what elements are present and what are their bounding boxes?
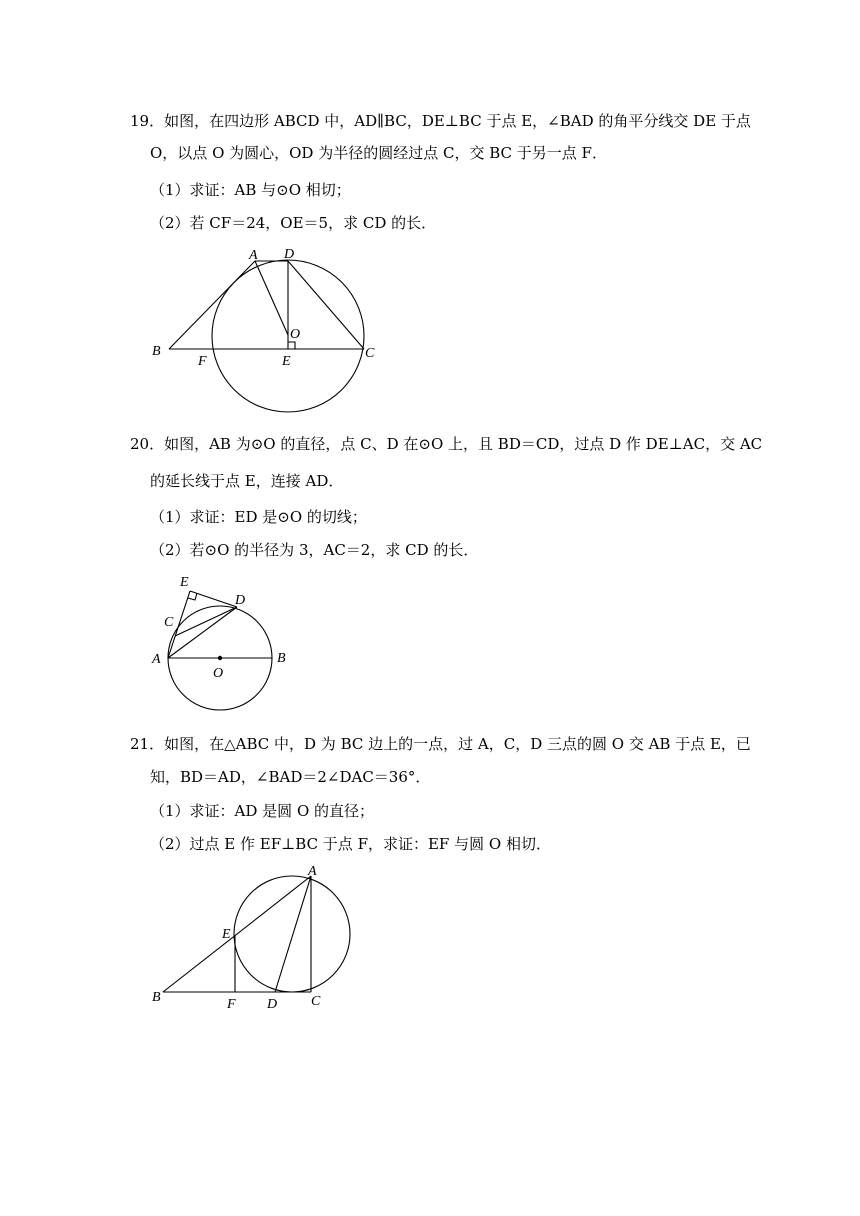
label-e: E	[282, 354, 291, 369]
label-f: F	[198, 354, 207, 369]
label-f: F	[227, 997, 236, 1012]
label-b: B	[152, 990, 161, 1005]
label-c: C	[164, 615, 174, 630]
problem-21-figure	[145, 862, 360, 1017]
problem-20-part-1: （1）求证：ED 是⊙O 的切线；	[150, 508, 367, 526]
label-a: A	[152, 652, 161, 667]
label-e: E	[222, 927, 231, 942]
problem-20-line-2: 的延长线于点 E，连接 AD．	[150, 472, 344, 490]
problem-21-line-2: 知，BD＝AD，∠BAD＝2∠DAC＝36°．	[150, 768, 431, 786]
problem-21-part-2: （2）过点 E 作 EF⊥BC 于点 F，求证：EF 与圆 O 相切．	[150, 835, 551, 853]
problem-20-part-2: （2）若⊙O 的半径为 3，AC＝2，求 CD 的长．	[150, 541, 479, 559]
label-e: E	[180, 575, 189, 590]
problem-19-part-1: （1）求证：AB 与⊙O 相切；	[150, 181, 351, 199]
right-angle-mark	[288, 342, 295, 349]
problem-19-line-2: O，以点 O 为圆心，OD 为半径的圆经过点 C，交 BC 于另一点 F．	[150, 144, 607, 162]
segment-ba	[163, 876, 311, 992]
label-a: A	[249, 248, 258, 263]
label-b: B	[152, 344, 161, 359]
segment-ad	[168, 607, 237, 658]
segment-cd	[175, 607, 237, 636]
label-d: D	[284, 247, 295, 262]
problem-21-part-1: （1）求证：AD 是圆 O 的直径；	[150, 802, 375, 820]
problem-20-figure	[145, 570, 305, 715]
problem-20-line-1: 20．如图，AB 为⊙O 的直径，点 C、D 在⊙O 上，且 BD＝CD，过点 D 作 DE⊥AC，交 AC	[130, 435, 763, 453]
center-dot	[218, 656, 222, 660]
label-c: C	[365, 346, 375, 361]
label-b: B	[277, 651, 286, 666]
label-d: D	[267, 997, 278, 1012]
label-c: C	[311, 994, 321, 1009]
label-o: O	[290, 327, 301, 342]
segment-ao	[255, 261, 288, 335]
circle-o	[234, 876, 350, 992]
problem-19-part-2: （2）若 CF＝24，OE＝5，求 CD 的长．	[150, 214, 437, 232]
label-o: O	[213, 666, 224, 681]
label-a: A	[308, 864, 317, 879]
label-d: D	[235, 593, 246, 608]
problem-19-figure	[140, 242, 390, 417]
segment-ad	[275, 876, 311, 992]
problem-21-line-1: 21．如图，在△ABC 中，D 为 BC 边上的一点，过 A，C，D 三点的圆 O 交 AB 于点 E，已	[130, 735, 751, 753]
problem-19-line-1: 19．如图，在四边形 ABCD 中，AD∥BC，DE⊥BC 于点 E，∠BAD 的角平分线交 DE 于点	[130, 112, 751, 130]
